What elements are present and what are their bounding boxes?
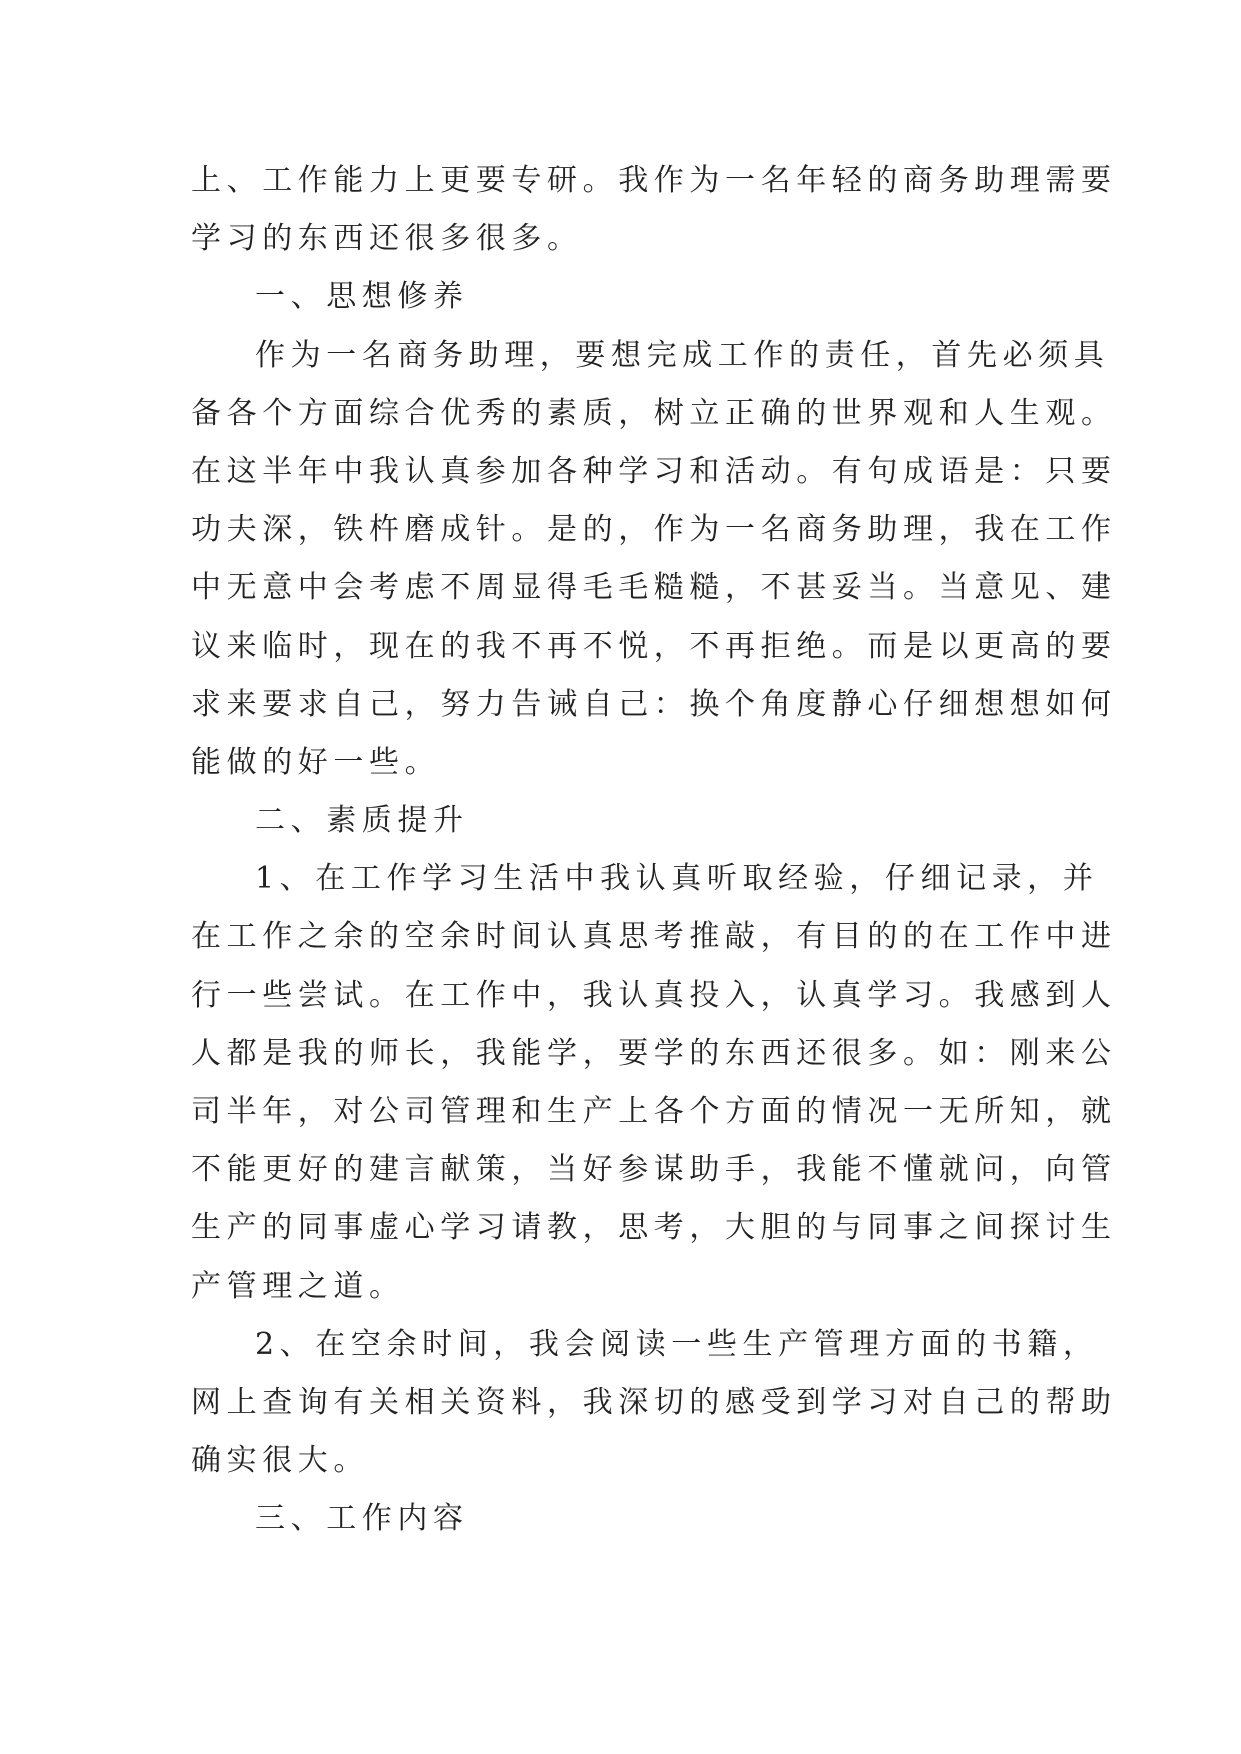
text-line: 产管理之道。 <box>191 1268 405 1304</box>
text-line: 网上查询有关相关资料，我深切的感受到学习对自己的帮助 <box>191 1384 1117 1420</box>
section-heading: 二、素质提升 <box>255 803 469 839</box>
text-line: 确实很大。 <box>191 1443 369 1479</box>
document-body <box>191 152 1117 1549</box>
text-line: 不能更好的建言献策，当好参谋助手，我能不懂就问，向管 <box>191 1152 1117 1188</box>
text-line: 人都是我的师长，我能学，要学的东西还很多。如：刚来公 <box>191 1035 1117 1071</box>
text-line: 中无意中会考虑不周显得毛毛糙糙，不甚妥当。当意见、建 <box>191 570 1117 606</box>
text-line: 能做的好一些。 <box>191 744 441 780</box>
text-line: 在这半年中我认真参加各种学习和活动。有句成语是：只要 <box>191 453 1117 489</box>
text-line: 司半年，对公司管理和生产上各个方面的情况一无所知，就 <box>191 1094 1117 1129</box>
text-line: 作为一名商务助理，要想完成工作的责任，首先必须具 <box>255 337 1110 373</box>
section-heading: 三、工作内容 <box>255 1501 469 1537</box>
text-line: 1、在工作学习生活中我认真听取经验，仔细记录，并 <box>255 861 1099 897</box>
text-line: 功夫深，铁杵磨成针。是的，作为一名商务助理，我在工作 <box>191 512 1117 548</box>
text-line: 上、工作能力上更要专研。我作为一名年轻的商务助理需要 <box>191 163 1117 198</box>
text-line: 生产的同事虚心学习请教，思考，大胆的与同事之间探讨生 <box>191 1210 1117 1246</box>
text-line: 在工作之余的空余时间认真思考推敲，有目的的在工作中进 <box>191 919 1117 955</box>
section-heading: 一、思想修养 <box>255 279 469 315</box>
text-line: 学习的东西还很多很多。 <box>191 221 583 257</box>
text-line: 备各个方面综合优秀的素质，树立正确的世界观和人生观。 <box>191 395 1117 431</box>
text-line: 行一些尝试。在工作中，我认真投入，认真学习。我感到人 <box>191 977 1117 1013</box>
text-line: 求来要求自己，努力告诫自己：换个角度静心仔细想想如何 <box>191 686 1117 722</box>
text-line: 2、在空余时间，我会阅读一些生产管理方面的书籍， <box>255 1326 1099 1362</box>
text-line: 议来临时，现在的我不再不悦，不再拒绝。而是以更高的要 <box>191 628 1117 664</box>
